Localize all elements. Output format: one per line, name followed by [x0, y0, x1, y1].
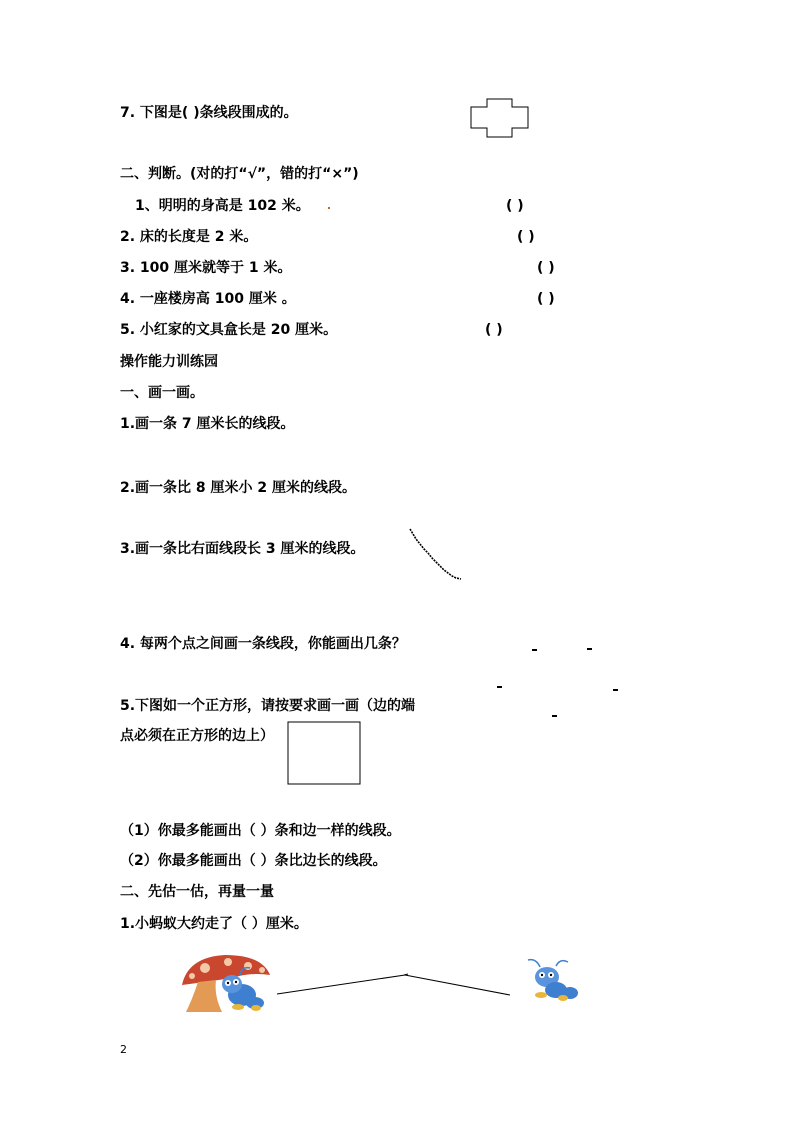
judge-answer-4[interactable]: ( ): [537, 291, 555, 307]
judge-item-5: 5. 小红家的文具盒长是 20 厘米。: [120, 322, 338, 338]
judge-item-4: 4. 一座楼房高 100 厘米 。: [120, 291, 296, 307]
draw-q3: 3.画一条比右面线段长 3 厘米的线段。: [120, 541, 365, 557]
draw-q1: 1.画一条 7 厘米长的线段。: [120, 416, 295, 432]
draw-q5-line1: 5.下图如一个正方形，请按要求画一画（边的端: [120, 698, 416, 714]
judge-item-3: 3. 100 厘米就等于 1 米。: [120, 260, 292, 276]
q7-text: 7. 下图是( )条线段围成的。: [120, 105, 298, 121]
estimate-heading: 二、先估一估，再量一量: [120, 884, 274, 900]
judge-answer-5[interactable]: ( ): [485, 322, 503, 338]
practice-title: 操作能力训练园: [120, 354, 218, 370]
draw-heading: 一、画一画。: [120, 385, 204, 401]
draw-q5-sub1: （1）你最多能画出（ ）条和边一样的线段。: [120, 823, 401, 839]
page-number: 2: [120, 1043, 127, 1056]
judge-answer-2[interactable]: ( ): [517, 229, 535, 245]
judge-item-1: 1、明明的身高是 102 米。: [135, 198, 310, 214]
judge-answer-3[interactable]: ( ): [537, 260, 555, 276]
judge-item-2: 2. 床的长度是 2 米。: [120, 229, 258, 245]
judge-answer-1[interactable]: ( ): [506, 198, 524, 214]
draw-q2: 2.画一条比 8 厘米小 2 厘米的线段。: [120, 480, 357, 496]
estimate-q1: 1.小蚂蚁大约走了（ ）厘米。: [120, 916, 308, 932]
draw-q4: 4. 每两个点之间画一条线段，你能画出几条？: [120, 636, 406, 652]
draw-q5-line2: 点必须在正方形的边上）: [120, 728, 274, 744]
judge-heading: 二、判断。(对的打“√”，错的打“×”): [120, 166, 359, 182]
draw-q5-sub2: （2）你最多能画出（ ）条比边长的线段。: [120, 853, 387, 869]
